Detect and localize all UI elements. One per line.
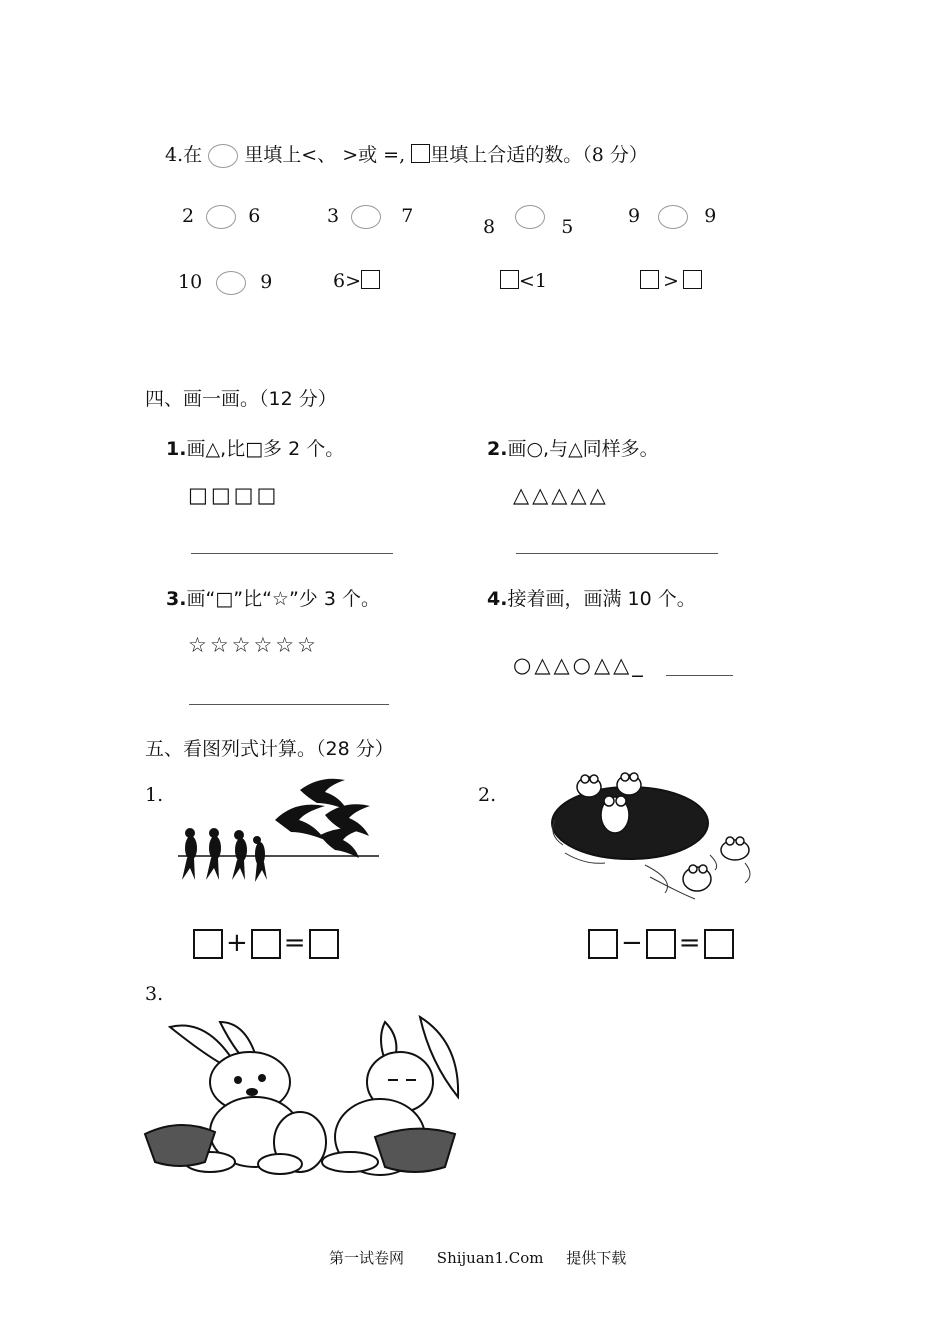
shape-row: □□□□ bbox=[188, 483, 280, 507]
rabbits-illustration bbox=[140, 1012, 470, 1180]
square-icon bbox=[411, 144, 430, 163]
answer-box[interactable] bbox=[588, 929, 618, 959]
number-left: 8 bbox=[483, 216, 496, 238]
answer-oval[interactable] bbox=[351, 205, 381, 229]
draw-question bbox=[487, 584, 696, 611]
section4-title: 四、画一画。（12 分） bbox=[145, 388, 337, 410]
number-right: 9 bbox=[704, 205, 717, 227]
draw-question bbox=[487, 434, 659, 461]
operator: = bbox=[678, 928, 701, 958]
answer-oval[interactable] bbox=[206, 205, 236, 229]
fill-text: 6> bbox=[333, 270, 362, 292]
answer-box[interactable] bbox=[309, 929, 339, 959]
draw-question bbox=[166, 434, 344, 461]
problem-number: 2. bbox=[478, 784, 497, 806]
shape-row: ☆☆☆☆☆☆ bbox=[188, 633, 319, 657]
shape-row: ○△△○△△_ bbox=[513, 653, 646, 677]
compare-item bbox=[182, 205, 260, 229]
birds-illustration bbox=[175, 770, 385, 885]
answer-square[interactable] bbox=[500, 270, 519, 289]
question-number: 1. bbox=[166, 438, 187, 460]
oval-icon bbox=[208, 144, 238, 168]
question-number: 3. bbox=[166, 588, 187, 610]
answer-box[interactable] bbox=[646, 929, 676, 959]
number-right: 7 bbox=[401, 205, 414, 227]
question-text: 画△,比□多 2 个。 bbox=[186, 438, 345, 460]
answer-line[interactable] bbox=[666, 675, 733, 676]
compare-item bbox=[628, 205, 716, 229]
number-left: 3 bbox=[327, 205, 340, 227]
fill-text: <1 bbox=[519, 270, 548, 292]
q4-text2: 里填上合适的数。（8 分） bbox=[430, 144, 648, 166]
footer-right: 提供下载 bbox=[566, 1249, 627, 1267]
draw-question bbox=[166, 584, 380, 611]
problem-number: 1. bbox=[145, 784, 164, 806]
answer-line[interactable] bbox=[516, 553, 718, 554]
answer-line[interactable] bbox=[189, 704, 389, 705]
problem-number: 3. bbox=[145, 983, 164, 1005]
fill-op: > bbox=[663, 270, 679, 292]
footer-left: 第一试卷网 bbox=[329, 1249, 405, 1267]
answer-box[interactable] bbox=[193, 929, 223, 959]
number-left: 9 bbox=[628, 205, 641, 227]
question-number: 4. bbox=[487, 588, 508, 610]
equation-2 bbox=[588, 928, 734, 959]
fill-item bbox=[500, 270, 547, 292]
shape-row: △△△△△ bbox=[513, 483, 609, 507]
frogs-illustration bbox=[545, 765, 760, 905]
answer-oval[interactable] bbox=[658, 205, 688, 229]
q4-number: 4. bbox=[165, 144, 184, 166]
answer-oval[interactable] bbox=[216, 271, 246, 295]
number-left: 10 bbox=[178, 271, 203, 293]
q4-prefix: 在 bbox=[183, 144, 203, 166]
operator: + bbox=[226, 928, 248, 958]
question-text: 画○,与△同样多。 bbox=[507, 438, 659, 460]
number-right: 5 bbox=[561, 216, 574, 238]
answer-square[interactable] bbox=[683, 270, 702, 289]
number-left: 2 bbox=[182, 205, 195, 227]
compare-item bbox=[483, 205, 573, 238]
footer-site[interactable]: Shijuan1.Com bbox=[436, 1249, 544, 1267]
number-right: 6 bbox=[248, 205, 261, 227]
operator: = bbox=[283, 928, 306, 958]
compare-item bbox=[178, 271, 272, 295]
fill-item bbox=[333, 270, 380, 292]
answer-box[interactable] bbox=[251, 929, 281, 959]
compare-item bbox=[327, 205, 413, 229]
answer-square[interactable] bbox=[640, 270, 659, 289]
question-text: 接着画，画满 10 个。 bbox=[507, 588, 696, 610]
answer-square[interactable] bbox=[361, 270, 380, 289]
section5-title: 五、看图列式计算。（28 分） bbox=[145, 738, 394, 760]
q4-instruction bbox=[165, 140, 648, 168]
footer bbox=[329, 1247, 626, 1268]
number-right: 9 bbox=[260, 271, 273, 293]
answer-oval[interactable] bbox=[515, 205, 545, 229]
fill-item bbox=[640, 270, 702, 292]
q4-text1: 里填上<、 >或 =, bbox=[244, 144, 406, 166]
question-text: 画“□”比“☆”少 3 个。 bbox=[186, 588, 380, 610]
operator: − bbox=[621, 928, 643, 958]
equation-1 bbox=[193, 928, 339, 959]
answer-box[interactable] bbox=[704, 929, 734, 959]
answer-line[interactable] bbox=[191, 553, 393, 554]
question-number: 2. bbox=[487, 438, 508, 460]
